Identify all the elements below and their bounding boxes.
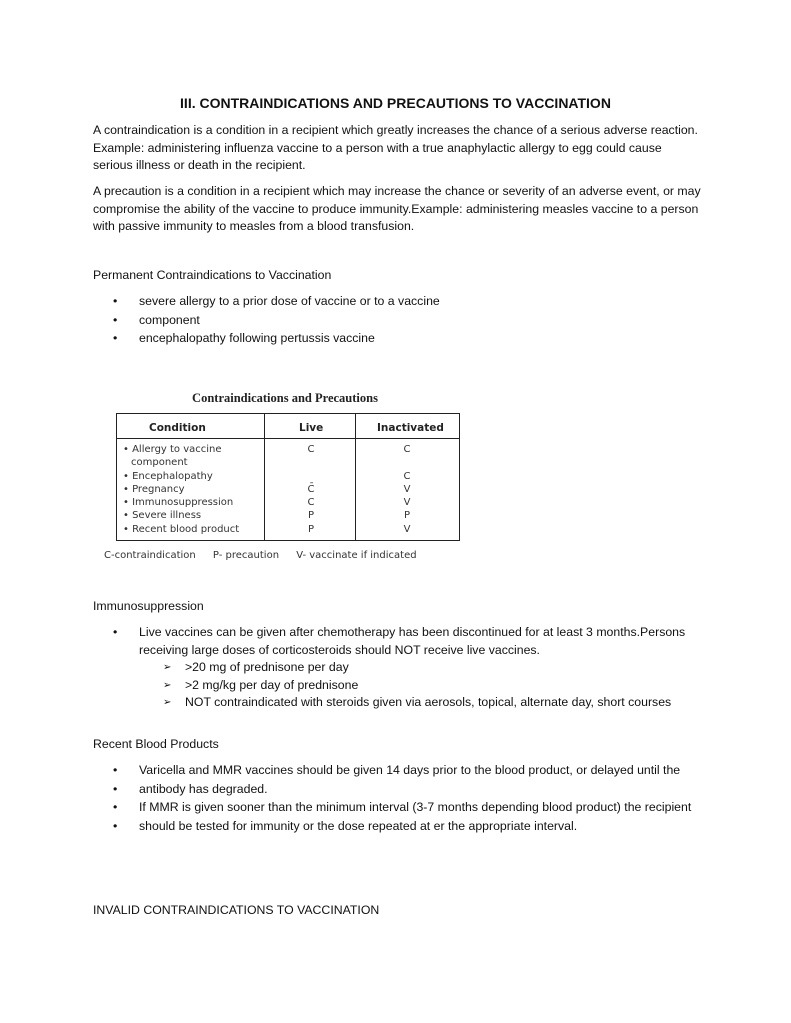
- bullet-icon: •: [113, 312, 118, 327]
- contraindications-figure: [100, 390, 470, 570]
- page-heading: III. CONTRAINDICATIONS AND PRECAUTIONS TO VACCINATION: [180, 95, 611, 111]
- header-inactivated: Inactivated: [377, 422, 444, 434]
- condition-cell: • Immunosuppression: [123, 497, 234, 509]
- contraindication-definition: A contraindication is a condition in a recipient which greatly increases the chance of a serious adverse reaction. Example: administering influenza vaccine to a person with a true anaphylactic allergy to egg could cause serious illness or death in the recipient.: [93, 123, 698, 172]
- list-item: [139, 677, 703, 695]
- inactivated-cell: V: [403, 497, 411, 509]
- list-item: [93, 624, 703, 712]
- list-item-text: >20 mg of prednisone per day: [185, 660, 349, 674]
- condition-cell: • Pregnancy: [123, 483, 185, 495]
- inactivated-cell: V: [403, 523, 411, 535]
- live-cell: [301, 456, 321, 469]
- list-item: [139, 659, 703, 677]
- header-condition: Condition: [149, 422, 206, 434]
- live-cell: C: [307, 497, 315, 509]
- bullet-icon: •: [113, 800, 118, 814]
- list-item: [139, 694, 703, 712]
- recent-blood-products-list: [93, 762, 703, 836]
- invalid-contraindications-title: INVALID CONTRAINDICATIONS TO VACCINATION: [93, 903, 380, 917]
- live-cell: P: [307, 523, 315, 535]
- list-item: [93, 781, 703, 799]
- list-item: [93, 762, 703, 780]
- bullet-icon: •: [113, 818, 118, 833]
- permanent-contraindications-title: Permanent Contraindications to Vaccination: [93, 268, 332, 282]
- list-item: [93, 818, 703, 836]
- inactivated-column: [397, 443, 417, 536]
- list-item-text: NOT contraindicated with steroids given via aerosols, topical, alternate day, short courses: [185, 695, 672, 709]
- condition-cell: • Encephalopathy: [123, 470, 213, 482]
- legend-contraindication: C-contraindication: [104, 550, 196, 561]
- precaution-definition: A precaution is a condition in a recipient which may increase the chance or severity of an adverse event, or may compromise the ability of the vaccine to produce immunity.Example: administering measles vaccine to a person with passive immunity to measles from a blood transfusion.: [93, 184, 701, 233]
- list-item-text: should be tested for immunity or the dose repeated at er the appropriate interval.: [139, 818, 578, 833]
- condition-cell: component: [131, 457, 188, 469]
- table-divider: [117, 438, 459, 439]
- legend-precaution: P- precaution: [212, 550, 280, 561]
- condition-column: [123, 443, 239, 536]
- table-divider: [264, 414, 265, 540]
- table-divider: [355, 414, 356, 540]
- inactivated-cell: V: [403, 483, 411, 495]
- permanent-contraindications-list: [93, 293, 703, 349]
- list-item-text: Live vaccines can be given after chemotherapy has been discontinued for at least 3 months.Persons receiving large doses of corticosteroids should NOT receive live vaccines.: [139, 625, 686, 657]
- bullet-icon: •: [113, 331, 118, 345]
- arrow-icon: ➢: [163, 662, 172, 673]
- condition-cell: • Severe illness: [123, 510, 202, 522]
- immunosuppression-list: [93, 624, 703, 713]
- list-item: [93, 799, 703, 817]
- list-item-text: antibody has degraded.: [139, 781, 268, 796]
- inactivated-cell: C: [403, 444, 411, 455]
- list-item: [93, 312, 703, 330]
- list-item-text: severe allergy to a prior dose of vaccine or to a vaccine: [139, 294, 440, 308]
- list-item-text: If MMR is given sooner than the minimum interval (3-7 months depending blood product) the recipient: [139, 800, 692, 814]
- bullet-icon: •: [113, 781, 118, 796]
- bullet-icon: •: [113, 294, 118, 308]
- list-item-text: encephalopathy following pertussis vaccine: [139, 331, 375, 345]
- header-live: Live: [299, 422, 324, 434]
- arrow-icon: ➢: [163, 679, 172, 691]
- immunosuppression-title: Immunosuppression: [93, 599, 204, 613]
- live-cell: C̄: [307, 483, 315, 495]
- inactivated-cell: P: [403, 510, 411, 522]
- live-cell: [301, 470, 321, 483]
- bullet-icon: •: [113, 763, 118, 777]
- inactivated-cell: C: [403, 470, 411, 482]
- list-item-text: component: [139, 312, 200, 327]
- live-cell: P: [307, 510, 315, 522]
- condition-cell: • Allergy to vaccine: [123, 444, 222, 455]
- arrow-icon: ➢: [163, 697, 172, 708]
- live-cell: C: [307, 444, 315, 455]
- inactivated-cell: [397, 456, 417, 469]
- figure-title: Contraindications and Precautions: [192, 391, 378, 405]
- recent-blood-products-title: Recent Blood Products: [93, 737, 219, 751]
- list-item: [93, 293, 703, 311]
- list-item-text: Varicella and MMR vaccines should be given 14 days prior to the blood product, or delayed until the: [139, 763, 681, 777]
- list-item: [93, 330, 703, 348]
- legend-vaccinate: V- vaccinate if indicated: [296, 550, 417, 561]
- live-column: [301, 443, 321, 536]
- contraindications-table: [116, 413, 460, 541]
- bullet-icon: •: [113, 625, 118, 639]
- list-item-text: >2 mg/kg per day of prednisone: [185, 677, 359, 692]
- condition-cell: • Recent blood product: [123, 523, 240, 535]
- figure-legend: [104, 547, 431, 565]
- steroid-criteria-list: [139, 659, 703, 712]
